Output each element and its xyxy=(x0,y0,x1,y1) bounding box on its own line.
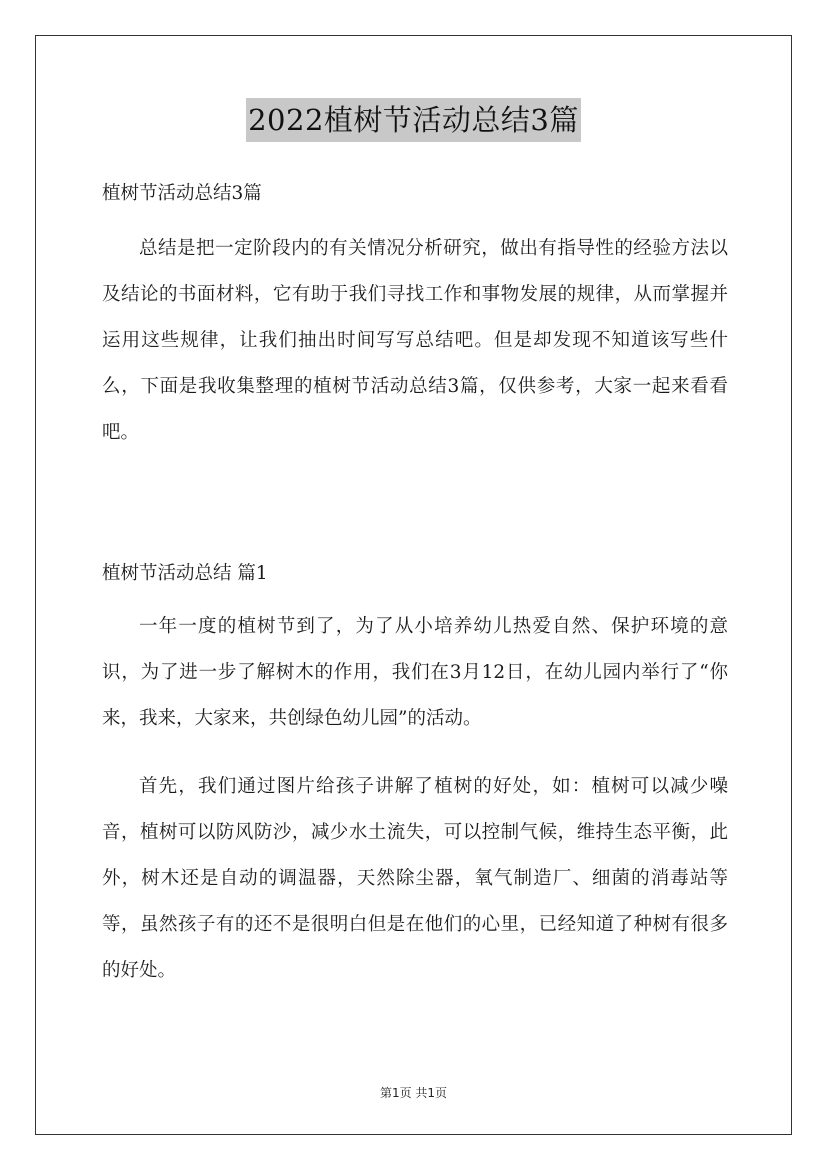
section-heading: 植树节活动总结 篇1 xyxy=(102,563,268,584)
page-footer: 第1页 共1页 xyxy=(379,1086,448,1100)
section-paragraph-1: 一年一度的植树节到了，为了从小培养幼儿热爱自然、保护环境的意识，为了进一步了解树木的作用，我们在3月12日，在幼儿园内举行了“你来，我来，大家来，共创绿色幼儿园”的活动。 xyxy=(102,616,728,729)
document-title: 2022植树节活动总结3篇 xyxy=(246,98,581,142)
intro-paragraph: 总结是把一定阶段内的有关情况分析研究，做出有指导性的经验方法以及结论的书面材料，它有助于我们寻找工作和事物发展的规律，从而掌握并运用这些规律，让我们抽出时间写写总结吧。但是却发现不知道该写些什么，下面是我收集整理的植树节活动总结3篇，仅供参考，大家一起来看看吧。 xyxy=(102,238,728,443)
section-paragraph-2: 首先，我们通过图片给孩子讲解了植树的好处，如：植树可以减少噪音，植树可以防风防沙，减少水土流失，可以控制气候，维持生态平衡，此外，树木还是自动的调温器，天然除尘器，氧气制造厂、细菌的消毒站等等，虽然孩子有的还不是很明白但是在他们的心里，已经知道了种树有很多的好处。 xyxy=(102,776,728,981)
document-subtitle: 植树节活动总结3篇 xyxy=(102,183,262,204)
title-container xyxy=(0,98,827,142)
